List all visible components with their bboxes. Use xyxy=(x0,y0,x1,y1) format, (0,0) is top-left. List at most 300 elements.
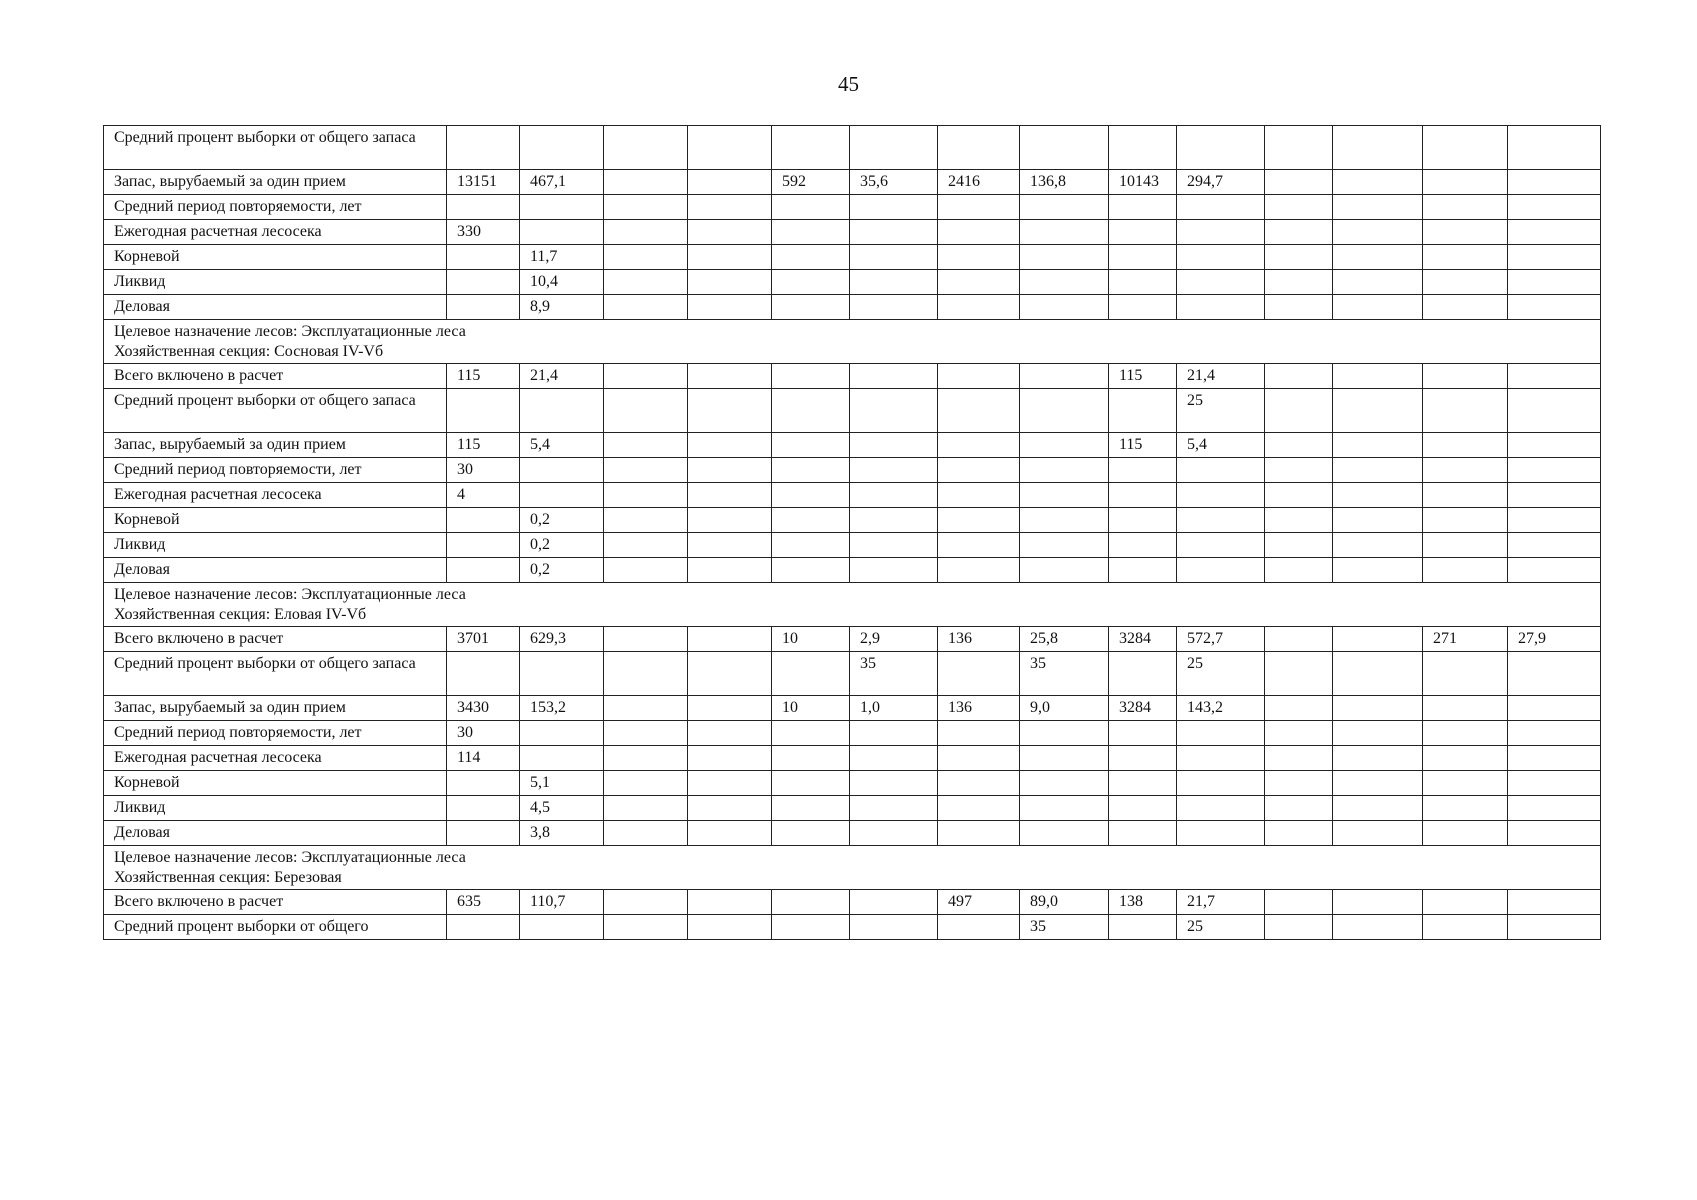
table-cell xyxy=(772,270,850,295)
table-cell xyxy=(1109,558,1177,583)
table-cell xyxy=(688,508,772,533)
table-cell: 138 xyxy=(1109,890,1177,915)
table-cell: 10 xyxy=(772,696,850,721)
table-cell: 35 xyxy=(1020,652,1109,696)
table-cell xyxy=(604,533,688,558)
row-label: Средний период повторяемости, лет xyxy=(104,458,447,483)
table-row xyxy=(104,364,1601,389)
table-cell xyxy=(1265,533,1333,558)
table-cell xyxy=(1265,458,1333,483)
table-cell xyxy=(604,170,688,195)
table-cell xyxy=(1020,771,1109,796)
table-cell xyxy=(688,245,772,270)
table-cell xyxy=(520,721,604,746)
table-cell xyxy=(1265,696,1333,721)
table-row xyxy=(104,696,1601,721)
table-cell xyxy=(850,458,938,483)
table-cell xyxy=(1020,245,1109,270)
table-cell xyxy=(772,458,850,483)
table-cell: 0,2 xyxy=(520,558,604,583)
table-cell xyxy=(447,195,520,220)
table-cell xyxy=(938,220,1020,245)
table-cell: 30 xyxy=(447,458,520,483)
table-cell xyxy=(1508,558,1601,583)
table-cell xyxy=(1265,220,1333,245)
forest-purpose-label: Целевое назначение лесов: Эксплуатационные леса xyxy=(114,323,466,340)
table-cell xyxy=(520,195,604,220)
table-cell xyxy=(1265,389,1333,433)
table-cell xyxy=(772,915,850,940)
table-cell xyxy=(447,796,520,821)
table-cell xyxy=(1508,126,1601,170)
table-cell: 136 xyxy=(938,696,1020,721)
table-cell xyxy=(1177,270,1265,295)
row-label: Средний процент выборки от общего xyxy=(104,915,447,940)
table-cell: 2,9 xyxy=(850,627,938,652)
table-cell xyxy=(850,295,938,320)
table-cell xyxy=(1020,364,1109,389)
table-cell xyxy=(1265,508,1333,533)
table-cell xyxy=(772,821,850,846)
table-cell xyxy=(1333,220,1423,245)
table-cell xyxy=(447,295,520,320)
row-label: Корневой xyxy=(104,508,447,533)
table-cell xyxy=(772,533,850,558)
table-cell: 13151 xyxy=(447,170,520,195)
table-cell xyxy=(1265,126,1333,170)
table-cell xyxy=(1333,433,1423,458)
table-cell xyxy=(1423,533,1508,558)
table-cell xyxy=(1177,245,1265,270)
table-cell xyxy=(1333,796,1423,821)
row-label: Ежегодная расчетная лесосека xyxy=(104,220,447,245)
table-cell xyxy=(772,652,850,696)
forest-cutting-table xyxy=(103,125,1601,940)
table-cell xyxy=(1177,796,1265,821)
table-cell xyxy=(520,652,604,696)
table-cell xyxy=(1109,389,1177,433)
table-cell xyxy=(1020,508,1109,533)
table-cell: 21,4 xyxy=(520,364,604,389)
table-cell xyxy=(1177,295,1265,320)
table-cell xyxy=(688,270,772,295)
table-cell xyxy=(1177,508,1265,533)
table-cell xyxy=(447,558,520,583)
table-cell xyxy=(520,458,604,483)
table-cell: 629,3 xyxy=(520,627,604,652)
table-cell xyxy=(604,126,688,170)
table-cell xyxy=(688,295,772,320)
table-cell xyxy=(938,558,1020,583)
table-cell: 110,7 xyxy=(520,890,604,915)
table-cell xyxy=(604,746,688,771)
table-cell: 635 xyxy=(447,890,520,915)
table-cell xyxy=(688,533,772,558)
table-cell xyxy=(1333,195,1423,220)
table-cell: 136 xyxy=(938,627,1020,652)
table-cell xyxy=(1508,458,1601,483)
table-row xyxy=(104,483,1601,508)
table-cell xyxy=(1020,746,1109,771)
table-cell xyxy=(938,126,1020,170)
table-cell xyxy=(604,295,688,320)
table-cell xyxy=(604,483,688,508)
table-row xyxy=(104,220,1601,245)
table-row xyxy=(104,796,1601,821)
table-cell xyxy=(1333,364,1423,389)
table-cell xyxy=(1333,126,1423,170)
table-cell xyxy=(1177,483,1265,508)
row-label: Ликвид xyxy=(104,796,447,821)
table-cell xyxy=(1020,458,1109,483)
table-cell xyxy=(604,364,688,389)
table-cell xyxy=(1333,652,1423,696)
table-cell xyxy=(1020,721,1109,746)
row-label: Средний процент выборки от общего запаса xyxy=(104,126,447,170)
table-cell xyxy=(1333,483,1423,508)
table-cell xyxy=(1508,746,1601,771)
table-cell xyxy=(1333,696,1423,721)
table-cell xyxy=(772,483,850,508)
table-cell: 25,8 xyxy=(1020,627,1109,652)
table-cell xyxy=(1109,652,1177,696)
table-cell xyxy=(447,126,520,170)
table-cell xyxy=(850,915,938,940)
table-cell xyxy=(1508,389,1601,433)
table-cell xyxy=(1508,915,1601,940)
economic-section-label: Хозяйственная секция: Березовая xyxy=(114,869,342,886)
table-cell: 572,7 xyxy=(1177,627,1265,652)
table-cell xyxy=(447,389,520,433)
table-cell xyxy=(850,245,938,270)
table-cell xyxy=(1109,458,1177,483)
table-cell xyxy=(1109,821,1177,846)
table-cell xyxy=(1333,558,1423,583)
table-cell xyxy=(1109,195,1177,220)
table-cell xyxy=(1423,915,1508,940)
table-cell xyxy=(1508,295,1601,320)
table-cell: 35 xyxy=(1020,915,1109,940)
table-cell xyxy=(938,433,1020,458)
table-cell xyxy=(1109,220,1177,245)
table-cell xyxy=(1177,220,1265,245)
table-cell xyxy=(688,915,772,940)
table-cell xyxy=(1109,483,1177,508)
row-label: Деловая xyxy=(104,821,447,846)
table-cell xyxy=(772,890,850,915)
table-cell xyxy=(604,821,688,846)
table-cell xyxy=(1333,627,1423,652)
table-cell: 21,4 xyxy=(1177,364,1265,389)
table-cell xyxy=(1333,245,1423,270)
table-cell: 4,5 xyxy=(520,796,604,821)
table-row xyxy=(104,195,1601,220)
table-cell xyxy=(688,558,772,583)
table-cell: 27,9 xyxy=(1508,627,1601,652)
table-cell: 115 xyxy=(1109,364,1177,389)
table-cell xyxy=(1265,721,1333,746)
table-cell xyxy=(604,796,688,821)
table-cell xyxy=(772,195,850,220)
table-row xyxy=(104,508,1601,533)
table-cell xyxy=(1423,245,1508,270)
table-cell xyxy=(850,890,938,915)
table-cell xyxy=(772,245,850,270)
table-cell xyxy=(447,821,520,846)
table-cell xyxy=(1333,821,1423,846)
table-cell: 5,4 xyxy=(520,433,604,458)
table-row xyxy=(104,126,1601,170)
table-cell xyxy=(1265,558,1333,583)
table-cell xyxy=(772,508,850,533)
table-cell xyxy=(1020,195,1109,220)
table-cell xyxy=(520,220,604,245)
table-cell xyxy=(938,483,1020,508)
table-cell xyxy=(772,295,850,320)
table-cell xyxy=(1508,170,1601,195)
table-cell xyxy=(1508,508,1601,533)
table-cell xyxy=(1109,533,1177,558)
table-cell xyxy=(938,652,1020,696)
section-header-cell xyxy=(104,846,1601,890)
table-cell: 35,6 xyxy=(850,170,938,195)
table-cell xyxy=(850,533,938,558)
table-cell xyxy=(1508,771,1601,796)
table-row xyxy=(104,721,1601,746)
table-cell xyxy=(1333,295,1423,320)
table-cell xyxy=(850,389,938,433)
table-cell: 497 xyxy=(938,890,1020,915)
table-cell xyxy=(938,195,1020,220)
table-cell: 4 xyxy=(447,483,520,508)
table-cell xyxy=(1333,890,1423,915)
table-cell xyxy=(1423,295,1508,320)
table-row xyxy=(104,170,1601,195)
table-cell: 115 xyxy=(447,364,520,389)
table-cell xyxy=(1265,627,1333,652)
table-cell xyxy=(938,389,1020,433)
table-cell: 11,7 xyxy=(520,245,604,270)
table-cell xyxy=(447,915,520,940)
table-row xyxy=(104,915,1601,940)
table-cell xyxy=(938,721,1020,746)
table-cell xyxy=(604,696,688,721)
table-cell xyxy=(604,558,688,583)
row-label: Ликвид xyxy=(104,270,447,295)
table-cell xyxy=(520,915,604,940)
table-cell xyxy=(1423,652,1508,696)
table-cell xyxy=(1265,796,1333,821)
table-cell xyxy=(1333,270,1423,295)
table-cell xyxy=(1508,220,1601,245)
table-cell xyxy=(1020,126,1109,170)
table-cell: 143,2 xyxy=(1177,696,1265,721)
table-cell xyxy=(772,558,850,583)
table-cell: 25 xyxy=(1177,915,1265,940)
table-cell xyxy=(688,483,772,508)
table-cell xyxy=(1333,170,1423,195)
table-cell xyxy=(938,245,1020,270)
table-cell xyxy=(1109,796,1177,821)
table-cell: 10 xyxy=(772,627,850,652)
table-cell xyxy=(604,389,688,433)
table-cell xyxy=(938,295,1020,320)
table-row xyxy=(104,627,1601,652)
table-row xyxy=(104,652,1601,696)
table-cell: 3430 xyxy=(447,696,520,721)
table-cell: 592 xyxy=(772,170,850,195)
table-cell: 9,0 xyxy=(1020,696,1109,721)
forest-purpose-label: Целевое назначение лесов: Эксплуатационные леса xyxy=(114,849,466,866)
table-cell xyxy=(772,389,850,433)
table-row xyxy=(104,458,1601,483)
economic-section-label: Хозяйственная секция: Еловая IV-Vб xyxy=(114,606,367,623)
table-row xyxy=(104,771,1601,796)
table-cell xyxy=(1333,508,1423,533)
table-cell: 3,8 xyxy=(520,821,604,846)
table-cell: 5,1 xyxy=(520,771,604,796)
row-label: Корневой xyxy=(104,245,447,270)
table-cell: 3701 xyxy=(447,627,520,652)
table-cell xyxy=(1508,270,1601,295)
table-cell xyxy=(1423,364,1508,389)
table-cell: 115 xyxy=(1109,433,1177,458)
table-row xyxy=(104,746,1601,771)
table-cell xyxy=(688,771,772,796)
economic-section-label: Хозяйственная секция: Сосновая IV-Vб xyxy=(114,343,384,360)
row-label: Ликвид xyxy=(104,533,447,558)
table-cell xyxy=(772,126,850,170)
table-cell xyxy=(850,721,938,746)
row-label: Средний период повторяемости, лет xyxy=(104,721,447,746)
table-cell xyxy=(1423,771,1508,796)
section-header-row xyxy=(104,846,1601,890)
table-cell xyxy=(1020,389,1109,433)
table-cell xyxy=(1177,821,1265,846)
table-cell: 3284 xyxy=(1109,696,1177,721)
table-row xyxy=(104,890,1601,915)
table-cell: 8,9 xyxy=(520,295,604,320)
table-cell xyxy=(1020,295,1109,320)
table-cell xyxy=(604,915,688,940)
table-cell: 271 xyxy=(1423,627,1508,652)
table-cell xyxy=(1423,270,1508,295)
table-cell xyxy=(1423,483,1508,508)
table-cell xyxy=(850,433,938,458)
table-cell xyxy=(1423,170,1508,195)
table-cell xyxy=(1109,771,1177,796)
table-cell xyxy=(688,220,772,245)
table-cell xyxy=(604,220,688,245)
section-header-row xyxy=(104,320,1601,364)
row-label: Всего включено в расчет xyxy=(104,890,447,915)
table-cell xyxy=(688,796,772,821)
table-cell: 89,0 xyxy=(1020,890,1109,915)
table-cell xyxy=(1423,890,1508,915)
row-label: Запас, вырубаемый за один прием xyxy=(104,170,447,195)
table-cell xyxy=(1423,721,1508,746)
table-cell xyxy=(604,508,688,533)
table-cell xyxy=(1265,245,1333,270)
table-cell xyxy=(772,796,850,821)
table-cell xyxy=(520,126,604,170)
table-cell xyxy=(1109,245,1177,270)
table-cell xyxy=(1423,458,1508,483)
row-label: Всего включено в расчет xyxy=(104,364,447,389)
table-cell xyxy=(850,558,938,583)
table-cell xyxy=(1265,890,1333,915)
table-cell: 35 xyxy=(850,652,938,696)
table-cell xyxy=(688,696,772,721)
page-number: 45 xyxy=(838,72,859,96)
table-cell xyxy=(447,533,520,558)
table-cell xyxy=(1177,126,1265,170)
row-label: Запас, вырубаемый за один прием xyxy=(104,433,447,458)
table-cell xyxy=(688,126,772,170)
table-cell xyxy=(1265,270,1333,295)
table-cell xyxy=(1177,558,1265,583)
table-cell: 10,4 xyxy=(520,270,604,295)
table-cell xyxy=(1265,483,1333,508)
table-cell: 136,8 xyxy=(1020,170,1109,195)
table-cell xyxy=(1109,915,1177,940)
table-cell xyxy=(604,245,688,270)
table-cell xyxy=(604,458,688,483)
table-cell xyxy=(1109,270,1177,295)
table-cell xyxy=(604,195,688,220)
table-row xyxy=(104,270,1601,295)
table-cell xyxy=(1423,796,1508,821)
table-cell xyxy=(688,170,772,195)
table-cell xyxy=(604,433,688,458)
table-cell xyxy=(1333,746,1423,771)
table-cell: 294,7 xyxy=(1177,170,1265,195)
table-cell xyxy=(850,270,938,295)
row-label: Корневой xyxy=(104,771,447,796)
table-row xyxy=(104,533,1601,558)
table-cell xyxy=(1265,195,1333,220)
table-cell xyxy=(1109,508,1177,533)
table-cell xyxy=(938,364,1020,389)
table-cell xyxy=(1508,890,1601,915)
table-cell: 25 xyxy=(1177,652,1265,696)
table-cell xyxy=(1020,796,1109,821)
table-cell xyxy=(447,245,520,270)
table-cell xyxy=(1265,821,1333,846)
table-cell xyxy=(850,796,938,821)
row-label: Всего включено в расчет xyxy=(104,627,447,652)
table-cell: 467,1 xyxy=(520,170,604,195)
table-cell xyxy=(604,890,688,915)
table-cell xyxy=(772,746,850,771)
table-cell xyxy=(1333,533,1423,558)
table-cell xyxy=(1020,483,1109,508)
row-label: Ежегодная расчетная лесосека xyxy=(104,483,447,508)
forest-purpose-label: Целевое назначение лесов: Эксплуатационные леса xyxy=(114,586,466,603)
table-cell xyxy=(1508,364,1601,389)
table-cell xyxy=(688,746,772,771)
table-cell xyxy=(688,821,772,846)
table-cell xyxy=(604,652,688,696)
table-cell xyxy=(1423,195,1508,220)
table-cell xyxy=(604,627,688,652)
table-cell xyxy=(850,126,938,170)
table-cell xyxy=(1177,771,1265,796)
table-cell xyxy=(1020,220,1109,245)
table-cell xyxy=(1020,821,1109,846)
table-cell xyxy=(772,721,850,746)
table-cell xyxy=(1423,821,1508,846)
